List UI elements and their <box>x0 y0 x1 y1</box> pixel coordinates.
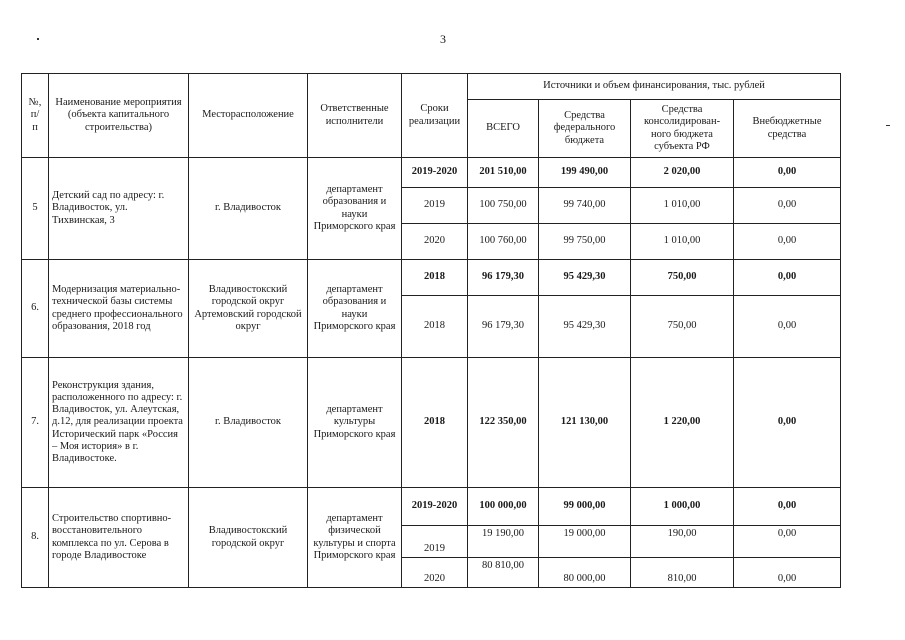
table-row <box>22 488 841 526</box>
financing-table <box>21 73 841 588</box>
row-term: 2019 <box>402 526 468 558</box>
row-offbudget: 0,00 <box>734 158 841 188</box>
page-number: 3 <box>440 32 446 46</box>
header-name: Наименование мероприятия (объекта капитального строительства) <box>49 74 189 158</box>
row-federal: 99 750,00 <box>539 224 631 260</box>
row-name: Модернизация материально-технической базы системы среднего профессионального образования, 2018 год <box>49 260 189 358</box>
row-offbudget: 0,00 <box>734 188 841 224</box>
row-federal: 19 000,00 <box>539 526 631 558</box>
row-term: 2020 <box>402 558 468 588</box>
row-federal: 99 000,00 <box>539 488 631 526</box>
row-regional: 190,00 <box>631 526 734 558</box>
row-federal: 199 490,00 <box>539 158 631 188</box>
row-executor: департамент физической культуры и спорта Приморского края <box>308 488 402 588</box>
row-term: 2018 <box>402 260 468 296</box>
row-total: 96 179,30 <box>468 260 539 296</box>
row-name: Строительство спортивно-восстановительного комплекса по ул. Серова в городе Владивостоке <box>49 488 189 588</box>
row-total: 100 000,00 <box>468 488 539 526</box>
row-federal: 121 130,00 <box>539 358 631 488</box>
row-name: Реконструкция здания, расположенного по адресу: г. Владивосток, ул. Алеутская, д.12, для реализации проекта Исторический парк «Россия – Моя история» в г. Владивостоке. <box>49 358 189 488</box>
row-term: 2019 <box>402 188 468 224</box>
row-location: Владивостокский городской округ <box>189 488 308 588</box>
row-offbudget: 0,00 <box>734 224 841 260</box>
header-terms: Сроки реализации <box>402 74 468 158</box>
row-term: 2018 <box>402 296 468 358</box>
table-row <box>22 158 841 188</box>
row-regional: 810,00 <box>631 558 734 588</box>
row-total: 100 750,00 <box>468 188 539 224</box>
row-regional: 1 010,00 <box>631 224 734 260</box>
row-total: 201 510,00 <box>468 158 539 188</box>
row-offbudget: 0,00 <box>734 488 841 526</box>
row-federal: 99 740,00 <box>539 188 631 224</box>
row-regional: 1 010,00 <box>631 188 734 224</box>
row-regional: 1 000,00 <box>631 488 734 526</box>
row-num: 7. <box>22 358 49 488</box>
row-total: 80 810,00 <box>468 558 539 588</box>
row-regional: 750,00 <box>631 260 734 296</box>
row-regional: 2 020,00 <box>631 158 734 188</box>
row-regional: 1 220,00 <box>631 358 734 488</box>
row-total: 100 760,00 <box>468 224 539 260</box>
row-federal: 80 000,00 <box>539 558 631 588</box>
scan-speck <box>37 38 39 40</box>
row-total: 19 190,00 <box>468 526 539 558</box>
row-name: Детский сад по адресу: г. Владивосток, ул. Тихвинская, 3 <box>49 158 189 260</box>
table-row <box>22 358 841 488</box>
header-offbudget: Внебюджетные средства <box>734 100 841 158</box>
row-term: 2019-2020 <box>402 158 468 188</box>
row-executor: департамент образования и науки Приморского края <box>308 260 402 358</box>
row-term: 2018 <box>402 358 468 488</box>
row-term: 2019-2020 <box>402 488 468 526</box>
row-offbudget: 0,00 <box>734 558 841 588</box>
row-term: 2020 <box>402 224 468 260</box>
scan-speck <box>886 125 890 126</box>
row-num: 5 <box>22 158 49 260</box>
row-offbudget: 0,00 <box>734 526 841 558</box>
table-row <box>22 260 841 296</box>
header-total: ВСЕГО <box>468 100 539 158</box>
row-total: 122 350,00 <box>468 358 539 488</box>
header-federal: Средства федерального бюджета <box>539 100 631 158</box>
row-federal: 95 429,30 <box>539 260 631 296</box>
header-num: №, п/ п <box>22 74 49 158</box>
row-executor: департамент образования и науки Приморского края <box>308 158 402 260</box>
header-executors: Ответственные исполнители <box>308 74 402 158</box>
row-location: г. Владивосток <box>189 158 308 260</box>
row-offbudget: 0,00 <box>734 260 841 296</box>
row-federal: 95 429,30 <box>539 296 631 358</box>
row-regional: 750,00 <box>631 296 734 358</box>
row-location: Владивостокский городской округ Артемовский городской округ <box>189 260 308 358</box>
row-num: 8. <box>22 488 49 588</box>
row-offbudget: 0,00 <box>734 358 841 488</box>
row-num: 6. <box>22 260 49 358</box>
row-total: 96 179,30 <box>468 296 539 358</box>
header-regional: Средства консолидирован-ного бюджета субъекта РФ <box>631 100 734 158</box>
row-offbudget: 0,00 <box>734 296 841 358</box>
header-location: Месторасположение <box>189 74 308 158</box>
row-executor: департамент культуры Приморского края <box>308 358 402 488</box>
row-location: г. Владивосток <box>189 358 308 488</box>
header-sources: Источники и объем финансирования, тыс. рублей <box>468 74 841 100</box>
